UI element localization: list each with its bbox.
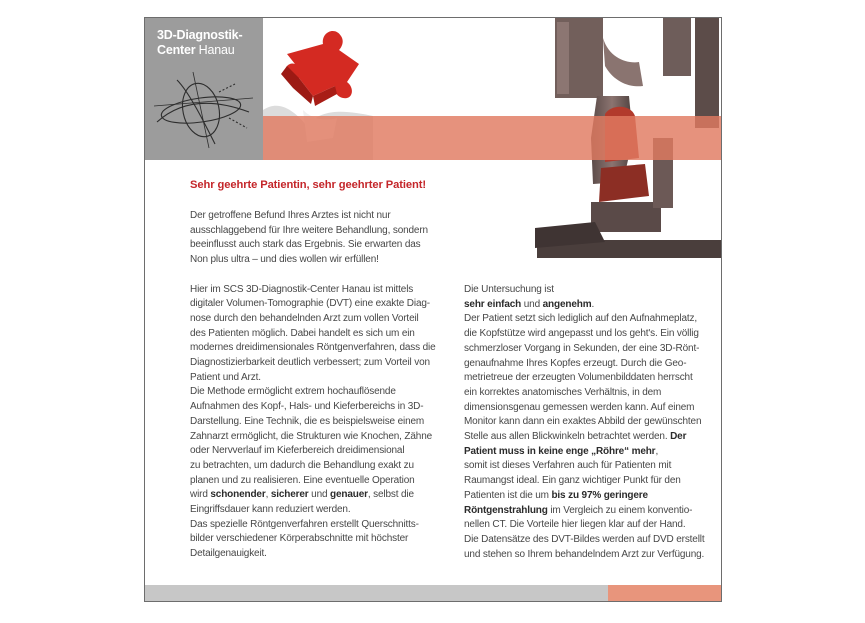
- text-span: .: [591, 298, 595, 310]
- logo-title-hanau: Hanau: [195, 43, 235, 57]
- left-text-column: [190, 209, 436, 562]
- text-span: , selbst die: [367, 489, 414, 501]
- text-line: Raumangst ideal. Ein ganz wichtiger Punkt für den: [464, 475, 681, 487]
- text-line: ein korrektes anatomisches Verhältnis, in dem: [464, 386, 662, 398]
- text-span: und: [308, 489, 331, 501]
- text-line: Patient und Arzt.: [190, 371, 261, 383]
- text-line: nellen CT. Die Vorteile hier liegen klar auf der Hand.: [464, 519, 686, 531]
- text-line: [190, 488, 430, 503]
- text-line: dimensionsgenau gemessen werden kann. Auf einem: [464, 401, 695, 413]
- text-line: Darstellung. Eine Technik, die es beispielsweise einem: [190, 415, 425, 427]
- logo-box: [145, 18, 263, 160]
- text-span: wird: [190, 489, 211, 501]
- text-line: planen und zu realisieren. Eine eventuelle Operation: [190, 474, 415, 486]
- emphasis-97-percent: bis zu 97% geringere: [551, 489, 648, 501]
- text-line: Die Datensätze des DVT-Bildes werden auf DVD erstellt: [464, 533, 705, 545]
- text-line: Diagnostizierbarkeit deutlich verbessert; zum Vorteil von: [190, 357, 430, 369]
- text-line: ausschlaggebend für Ihre weitere Behandlung, sondern: [190, 224, 428, 236]
- text-line: Detailgenauigkeit.: [190, 548, 267, 560]
- text-span: und: [521, 298, 543, 310]
- text-line: die Kopfstütze wird angepasst und los geht's. Ein völlig: [464, 328, 699, 340]
- text-span: Stelle aus allen Blickwinkeln betrachtet werden.: [464, 431, 671, 443]
- logo-title-line1: 3D-Diagnostik-: [157, 28, 243, 42]
- text-line: [464, 445, 709, 460]
- salutation-heading: Sehr geehrte Patientin, sehr geehrter Patient!: [190, 179, 426, 191]
- text-line: beeinflusst auch stark das Ergebnis. Sie erwarten das: [190, 239, 421, 251]
- text-line: Die Methode ermöglicht extrem hochauflösende: [190, 386, 396, 398]
- text-line: Non plus ultra – und dies wollen wir erfüllen!: [190, 254, 379, 266]
- text-line: bilder verschiedener Körperabschnitte mit höchster: [190, 533, 409, 545]
- emphasis-genauer: genauer: [330, 489, 368, 501]
- text-span: Patienten ist die um: [464, 489, 552, 501]
- logo-sketch-drawing: [149, 62, 261, 157]
- text-line: Zahnarzt ermöglicht, die Strukturen wie Knochen, Zähne: [190, 430, 433, 442]
- logo-title-line2: [157, 43, 242, 58]
- accent-stripe: [263, 116, 721, 160]
- text-span: im Vergleich zu einem konventio-: [547, 504, 693, 516]
- text-line: [464, 489, 709, 504]
- emphasis-roentgenstrahlung: Röntgenstrahlung: [464, 504, 548, 516]
- text-line: und stehen so Ihrem behandelndem Arzt zur Verfügung.: [464, 548, 705, 560]
- emphasis-der: Der: [670, 431, 687, 443]
- emphasis-sehr-einfach: sehr einfach: [464, 298, 522, 310]
- brochure-page: [144, 17, 722, 602]
- text-span: ,: [265, 489, 271, 501]
- text-line: digitaler Volumen-Tomographie (DVT) eine exakte Diag-: [190, 298, 430, 310]
- text-line: zu betrachten, um dadurch die Behandlung exakt zu: [190, 459, 414, 471]
- text-line: Das spezielle Röntgenverfahren erstellt Querschnitts-: [190, 518, 419, 530]
- logo-title-center: Center: [157, 43, 196, 57]
- text-line: modernes dreidimensionales Röntgenverfahren, dass die: [190, 342, 436, 354]
- text-line: Aufnahmen des Kopf-, Hals- und Kieferbereichs in 3D-: [190, 401, 424, 413]
- logo-title: [157, 28, 242, 58]
- text-span: ,: [655, 445, 659, 457]
- text-line: somit ist dieses Verfahren auch für Patienten mit: [464, 460, 672, 472]
- emphasis-angenehm: angenehm: [542, 298, 592, 310]
- emphasis-keine-roehre: Patient muss in keine enge „Röhre“ mehr: [464, 445, 656, 457]
- text-line: genaufnahme Ihres Kopfes erzeugt. Durch die Geo-: [464, 357, 687, 369]
- emphasis-schonender: schonender: [210, 489, 266, 501]
- emphasis-sicherer: sicherer: [270, 489, 309, 501]
- text-line: Eingriffsdauer kann reduziert werden.: [190, 504, 351, 516]
- text-line: Die Untersuchung ist: [464, 284, 554, 295]
- text-line: schmerzloser Vorgang in Sekunden, der eine 3D-Rönt-: [464, 342, 700, 354]
- footer-bar-orange: [608, 585, 722, 602]
- text-line: oder Nervverlauf im Kieferbereich dreidimensional: [190, 445, 405, 457]
- text-line: nose durch den behandelnden Arzt zum vollen Vorteil: [190, 312, 419, 324]
- text-line: metrietreue der erzeugten Volumenbilddaten herrscht: [464, 372, 693, 384]
- footer-bar-gray: [145, 585, 608, 602]
- text-line: [464, 504, 709, 519]
- text-line: [464, 430, 709, 445]
- text-line: Der Patient setzt sich lediglich auf den Aufnahmeplatz,: [464, 313, 698, 325]
- right-text-column: [464, 283, 709, 562]
- text-line: des Patienten möglich. Dabei handelt es sich um ein: [190, 327, 415, 339]
- text-line: [464, 298, 709, 313]
- text-line: Hier im SCS 3D-Diagnostik-Center Hanau ist mittels: [190, 283, 414, 295]
- text-line: Monitor kann dann ein exaktes Abbild der gewünschten: [464, 416, 702, 428]
- text-line: Der getroffene Befund Ihres Arztes ist nicht nur: [190, 210, 391, 221]
